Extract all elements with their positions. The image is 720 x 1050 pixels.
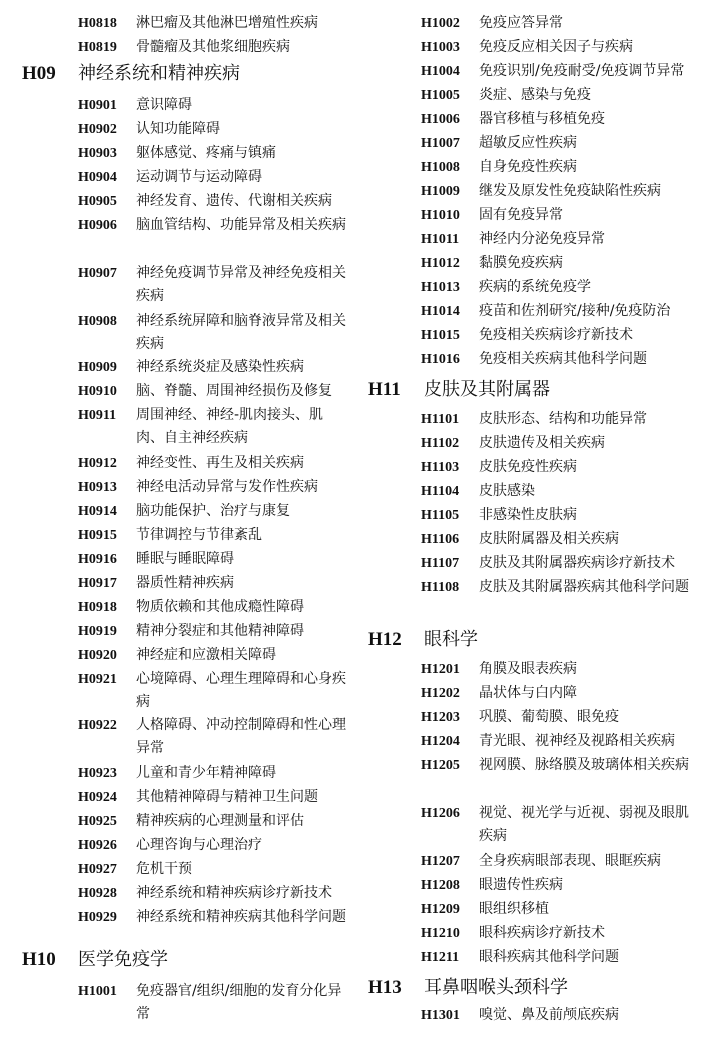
- item-code: H1102: [421, 436, 460, 451]
- item-code: H0818: [78, 16, 117, 31]
- item-code: H1016: [421, 352, 460, 367]
- item-title: 神经免疫调节异常及神经免疫相关疾病: [136, 265, 346, 304]
- section-title: 耳鼻咽喉头颈科学: [424, 977, 568, 998]
- item-title: 周围神经、神经-肌肉接头、肌肉、自主神经疾病: [136, 407, 324, 446]
- item-title: 皮肤及其附属器疾病其他科学问题: [479, 579, 689, 595]
- item-title: 意识障碍: [136, 97, 192, 113]
- item-code: H0924: [78, 790, 117, 805]
- item-code: H0918: [78, 600, 117, 615]
- item-code: H0920: [78, 648, 117, 663]
- item-code: H1005: [421, 88, 460, 103]
- item-code: H1202: [421, 686, 460, 701]
- item-title: 认知功能障碍: [136, 121, 220, 137]
- item-title: 巩膜、葡萄膜、眼免疫: [479, 709, 619, 725]
- item-title: 视觉、视光学与近视、弱视及眼肌疾病: [479, 805, 689, 844]
- item-code: H1108: [421, 580, 460, 595]
- list-item: [78, 214, 368, 260]
- item-code: H0911: [78, 408, 117, 423]
- item-title: 皮肤及其附属器疾病诊疗新技术: [479, 555, 675, 571]
- section-heading: [368, 974, 658, 1002]
- item-code: H1205: [421, 758, 460, 773]
- item-title: 物质依赖和其他成瘾性障碍: [136, 599, 304, 615]
- item-code: H1011: [421, 232, 460, 247]
- item-code: H0913: [78, 480, 117, 495]
- item-code: H0923: [78, 766, 117, 781]
- item-code: H0917: [78, 576, 117, 591]
- item-code: H1015: [421, 328, 460, 343]
- section-title: 皮肤及其附属器: [424, 379, 550, 400]
- item-code: H1201: [421, 662, 460, 677]
- item-title: 非感染性皮肤病: [479, 507, 577, 523]
- item-title: 皮肤免疫性疾病: [479, 459, 577, 475]
- item-code: H0906: [78, 218, 117, 233]
- item-title: 睡眠与睡眠障碍: [136, 551, 234, 567]
- item-code: H0819: [78, 40, 117, 55]
- item-code: H1008: [421, 160, 460, 175]
- item-code: H1013: [421, 280, 460, 295]
- item-title: 免疫器官/组织/细胞的发育分化异常: [136, 983, 342, 1022]
- item-title: 神经系统炎症及感染性疾病: [136, 359, 304, 375]
- item-title: 脑、脊髓、周围神经损伤及修复: [136, 383, 332, 399]
- item-title: 运动调节与运动障碍: [136, 169, 262, 185]
- item-title: 心境障碍、心理生理障碍和心身疾病: [136, 671, 346, 710]
- item-title: 晶状体与白内障: [479, 685, 577, 701]
- item-code: H1301: [421, 1008, 460, 1023]
- item-title: 超敏反应性疾病: [479, 135, 577, 151]
- section-title: 医学免疫学: [78, 949, 168, 970]
- section-code: H09: [22, 63, 56, 84]
- item-title: 皮肤感染: [479, 483, 535, 499]
- item-code: H0926: [78, 838, 117, 853]
- item-title: 皮肤形态、结构和功能异常: [479, 411, 647, 427]
- item-title: 角膜及眼表疾病: [479, 661, 577, 677]
- item-title: 躯体感觉、疼痛与镇痛: [136, 145, 276, 161]
- item-code: H0928: [78, 886, 117, 901]
- item-title: 视网膜、脉络膜及玻璃体相关疾病: [479, 757, 689, 773]
- item-code: H1003: [421, 40, 460, 55]
- item-code: H0902: [78, 122, 117, 137]
- list-item: [421, 1004, 711, 1050]
- item-code: H1010: [421, 208, 460, 223]
- item-title: 脑血管结构、功能异常及相关疾病: [136, 217, 346, 233]
- item-title: 神经电活动异常与发作性疾病: [136, 479, 318, 495]
- list-item: [78, 668, 368, 714]
- list-item: [78, 404, 368, 450]
- section-code: H10: [22, 949, 56, 970]
- list-item: [78, 310, 368, 356]
- item-code: H0921: [78, 672, 117, 687]
- list-item: [78, 262, 368, 308]
- item-title: 继发及原发性免疫缺陷性疾病: [479, 183, 661, 199]
- item-code: H1107: [421, 556, 460, 571]
- item-title: 其他精神障碍与精神卫生问题: [136, 789, 318, 805]
- item-code: H1012: [421, 256, 460, 271]
- item-title: 眼科疾病其他科学问题: [479, 949, 619, 965]
- item-title: 危机干预: [136, 861, 192, 877]
- item-title: 神经变性、再生及相关疾病: [136, 455, 304, 471]
- item-title: 炎症、感染与免疫: [479, 87, 591, 103]
- item-title: 心理咨询与心理治疗: [136, 837, 262, 853]
- section-heading: [368, 626, 658, 654]
- item-title: 器官移植与移植免疫: [479, 111, 605, 127]
- item-code: H0929: [78, 910, 117, 925]
- item-title: 神经系统和精神疾病诊疗新技术: [136, 885, 332, 901]
- item-title: 黏膜免疫疾病: [479, 255, 563, 271]
- item-code: H1101: [421, 412, 460, 427]
- item-title: 免疫识别/免疫耐受/免疫调节异常: [479, 63, 685, 79]
- item-title: 神经系统和精神疾病其他科学问题: [136, 909, 346, 925]
- section-heading: [22, 60, 312, 88]
- item-code: H1002: [421, 16, 460, 31]
- item-title: 神经症和应激相关障碍: [136, 647, 276, 663]
- item-code: H0927: [78, 862, 117, 877]
- item-code: H1001: [78, 984, 117, 999]
- section-title: 神经系统和精神疾病: [78, 63, 240, 84]
- item-title: 脑功能保护、治疗与康复: [136, 503, 290, 519]
- item-title: 眼组织移植: [479, 901, 549, 917]
- item-title: 免疫应答异常: [479, 15, 563, 31]
- item-title: 神经内分泌免疫异常: [479, 231, 605, 247]
- item-title: 嗅觉、鼻及前颅底疾病: [479, 1007, 619, 1023]
- item-title: 青光眼、视神经及视路相关疾病: [479, 733, 675, 749]
- item-code: H1006: [421, 112, 460, 127]
- item-code: H1203: [421, 710, 460, 725]
- item-code: H1206: [421, 806, 460, 821]
- item-code: H1106: [421, 532, 460, 547]
- item-code: H1105: [421, 508, 460, 523]
- section-code: H11: [368, 379, 401, 400]
- item-title: 人格障碍、冲动控制障碍和性心理异常: [136, 717, 346, 756]
- item-code: H1207: [421, 854, 460, 869]
- item-title: 皮肤遗传及相关疾病: [479, 435, 605, 451]
- item-code: H0904: [78, 170, 117, 185]
- item-title: 骨髓瘤及其他浆细胞疾病: [136, 39, 290, 55]
- item-code: H1009: [421, 184, 460, 199]
- item-title: 神经系统屏障和脑脊液异常及相关疾病: [136, 313, 346, 352]
- section-code: H13: [368, 977, 402, 998]
- section-heading: [368, 376, 658, 404]
- list-item: [78, 714, 368, 760]
- item-code: H0915: [78, 528, 117, 543]
- item-code: H1208: [421, 878, 460, 893]
- item-code: H1004: [421, 64, 460, 79]
- item-code: H0901: [78, 98, 117, 113]
- list-item: [421, 754, 711, 800]
- item-title: 淋巴瘤及其他淋巴增殖性疾病: [136, 15, 318, 31]
- item-title: 免疫相关疾病其他科学问题: [479, 351, 647, 367]
- section-heading: [22, 946, 312, 974]
- item-code: H1103: [421, 460, 460, 475]
- item-title: 神经发育、遗传、代谢相关疾病: [136, 193, 332, 209]
- item-title: 眼遗传性疾病: [479, 877, 563, 893]
- item-code: H0912: [78, 456, 117, 471]
- item-code: H0916: [78, 552, 117, 567]
- item-code: H1204: [421, 734, 460, 749]
- item-code: H0908: [78, 314, 117, 329]
- item-title: 器质性精神疾病: [136, 575, 234, 591]
- item-code: H1014: [421, 304, 460, 319]
- item-title: 自身免疫性疾病: [479, 159, 577, 175]
- item-title: 疾病的系统免疫学: [479, 279, 591, 295]
- item-title: 免疫相关疾病诊疗新技术: [479, 327, 633, 343]
- item-title: 免疫反应相关因子与疾病: [479, 39, 633, 55]
- item-code: H1209: [421, 902, 460, 917]
- item-code: H0907: [78, 266, 117, 281]
- item-title: 全身疾病眼部表现、眼眶疾病: [479, 853, 661, 869]
- list-item: [78, 980, 368, 1026]
- section-title: 眼科学: [424, 629, 478, 650]
- item-code: H1104: [421, 484, 460, 499]
- item-code: H1211: [421, 950, 460, 965]
- list-item: [421, 802, 711, 848]
- item-title: 节律调控与节律紊乱: [136, 527, 262, 543]
- item-code: H0905: [78, 194, 117, 209]
- item-title: 疫苗和佐剂研究/接种/免疫防治: [479, 303, 671, 319]
- item-code: H1007: [421, 136, 460, 151]
- item-code: H0922: [78, 718, 117, 733]
- item-code: H0914: [78, 504, 117, 519]
- item-code: H1210: [421, 926, 460, 941]
- item-code: H0909: [78, 360, 117, 375]
- list-item: [421, 576, 711, 622]
- item-title: 固有免疫异常: [479, 207, 563, 223]
- item-code: H0919: [78, 624, 117, 639]
- item-title: 眼科疾病诊疗新技术: [479, 925, 605, 941]
- section-code: H12: [368, 629, 402, 650]
- item-title: 儿童和青少年精神障碍: [136, 765, 276, 781]
- item-title: 精神分裂症和其他精神障碍: [136, 623, 304, 639]
- item-code: H0910: [78, 384, 117, 399]
- item-title: 精神疾病的心理测量和评估: [136, 813, 304, 829]
- item-code: H0903: [78, 146, 117, 161]
- item-code: H0925: [78, 814, 117, 829]
- item-title: 皮肤附属器及相关疾病: [479, 531, 619, 547]
